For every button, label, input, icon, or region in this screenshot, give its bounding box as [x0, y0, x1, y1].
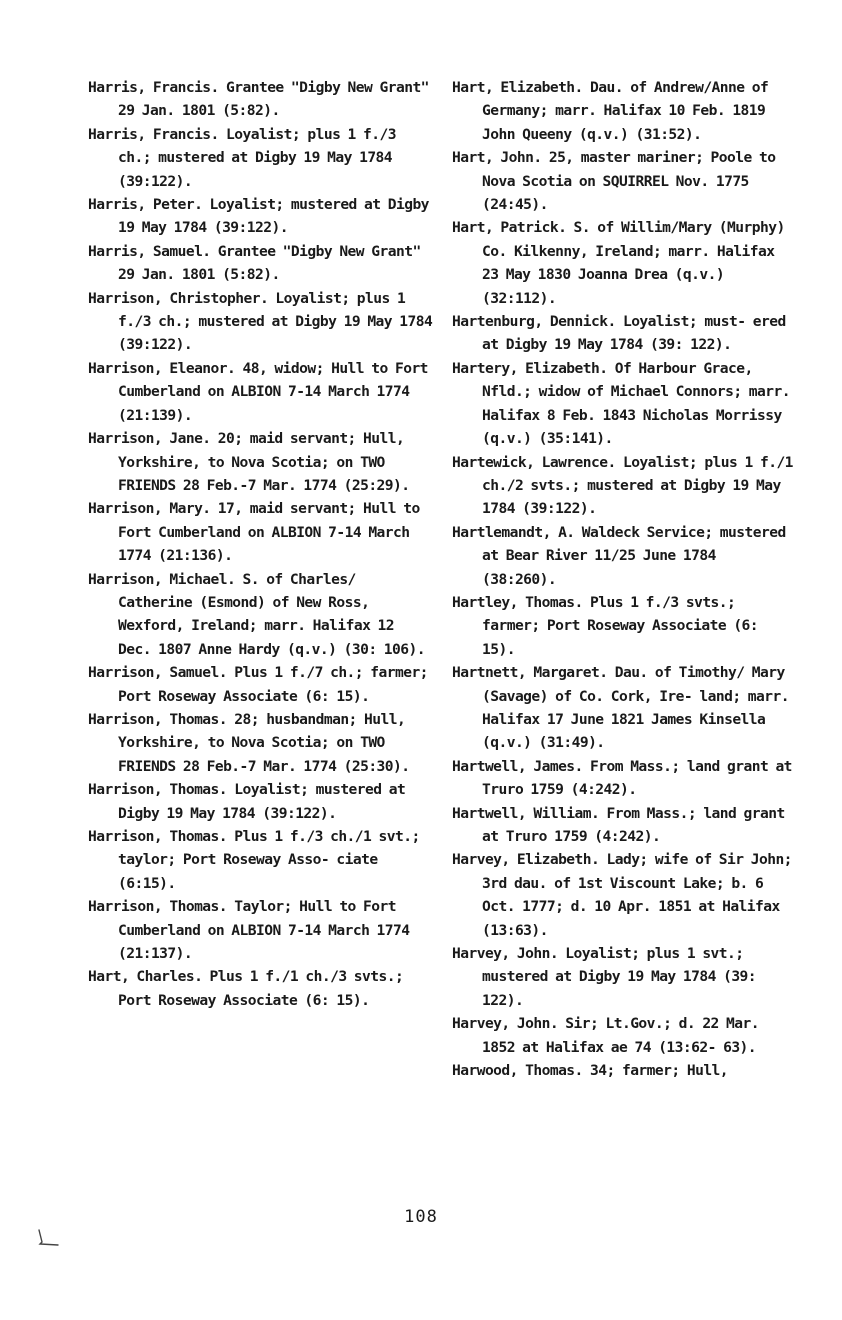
- entry: Hart, Charles. Plus 1 f./1 ch./3 svts.; Port Roseway Associate (6: 15).: [88, 968, 404, 1009]
- entry: Harris, Samuel. Grantee "Digby New Grant" 29 Jan. 1801 (5:82).: [88, 242, 421, 284]
- page-number: 108: [404, 1207, 438, 1227]
- entry: Hartwell, William. From Mass.; land grant at Truro 1759 (4:242).: [452, 804, 785, 845]
- entry: Harrison, Christopher. Loyalist; plus 1 f./3 ch.; mustered at Digby 19 May 1784 (39:122).: [88, 289, 433, 354]
- entry: Hartewick, Lawrence. Loyalist; plus 1 f./1 ch./2 svts.; mustered at Digby 19 May 1784 (39:122).: [452, 453, 793, 518]
- entry: Hart, Patrick. S. of Willim/Mary (Murphy) Co. Kilkenny, Ireland; marr. Halifax 23 May 1830 Joanna Drea (q.v.) (32:112).: [452, 219, 785, 307]
- entry: Harvey, John. Sir; Lt.Gov.; d. 22 Mar. 1852 at Halifax ae 74 (13:62- 63).: [452, 1015, 759, 1056]
- entry: Hartery, Elizabeth. Of Harbour Grace, Nfld.; widow of Michael Connors; marr. Halifax 8 Feb. 1843 Nicholas Morrissy (q.v.) (35:141).: [452, 359, 790, 448]
- entry: Harrison, Michael. S. of Charles/ Catherine (Esmond) of New Ross, Wexford, Ireland; marr. Halifax 12 Dec. 1807 Anne Hardy (q.v.) (30: 106).: [88, 570, 425, 658]
- entry: Harvey, John. Loyalist; plus 1 svt.; mustered at Digby 19 May 1784 (39: 122).: [452, 945, 757, 1009]
- entry: Hartenburg, Dennick. Loyalist; must- ered at Digby 19 May 1784 (39: 122).: [452, 313, 786, 354]
- entry: Hart, Elizabeth. Dau. of Andrew/Anne of Germany; marr. Halifax 10 Feb. 1819 John Queeny (q.v.) (31:52).: [452, 79, 769, 143]
- entry: Harrison, Jane. 20; maid servant; Hull, Yorkshire, to Nova Scotia; on TWO FRIENDS 28 Feb.-7 Mar. 1774 (25:29).: [88, 430, 410, 494]
- entry: Hart, John. 25, master mariner; Poole to Nova Scotia on SQUIRREL Nov. 1775 (24:45).: [452, 149, 776, 214]
- right-column: [452, 76, 797, 1082]
- entry: Harvey, Elizabeth. Lady; wife of Sir John; 3rd dau. of 1st Viscount Lake; b. 6 Oct. 1777; d. 10 Apr. 1851 at Halifax (13:63).: [452, 851, 792, 939]
- entry: Harrison, Thomas. 28; husbandman; Hull, Yorkshire, to Nova Scotia; on TWO FRIENDS 28 Feb.-7 Mar. 1774 (25:30).: [88, 710, 410, 775]
- entry: Harrison, Thomas. Taylor; Hull to Fort Cumberland on ALBION 7-14 March 1774 (21:137).: [88, 898, 410, 963]
- entry: Harrison, Mary. 17, maid servant; Hull to Fort Cumberland on ALBION 7-14 March 1774 (21:136).: [88, 500, 420, 565]
- entry: Hartlemandt, A. Waldeck Service; mustered at Bear River 11/25 June 1784 (38:260).: [452, 523, 786, 588]
- entry: Harwood, Thomas. 34; farmer; Hull,: [452, 1062, 729, 1080]
- entry: Harris, Francis. Grantee "Digby New Grant" 29 Jan. 1801 (5:82).: [88, 79, 429, 120]
- entry: Harrison, Samuel. Plus 1 f./7 ch.; farmer; Port Roseway Associate (6: 15).: [88, 664, 428, 705]
- entry: Harris, Francis. Loyalist; plus 1 f./3 ch.; mustered at Digby 19 May 1784 (39:122).: [88, 125, 396, 190]
- entry: Hartnett, Margaret. Dau. of Timothy/ Mary (Savage) of Co. Cork, Ire- land; marr. Halifax 17 June 1821 James Kinsella (q.v.) (31:49).: [452, 664, 789, 752]
- entry: Harrison, Thomas. Loyalist; mustered at Digby 19 May 1784 (39:122).: [88, 781, 406, 822]
- pencil-mark-icon: [36, 1228, 62, 1250]
- left-column: [88, 76, 433, 1012]
- entry: Harris, Peter. Loyalist; mustered at Digby 19 May 1784 (39:122).: [88, 196, 429, 237]
- entry: Hartley, Thomas. Plus 1 f./3 svts.; farmer; Port Roseway Associate (6: 15).: [452, 593, 759, 658]
- entry: Harrison, Thomas. Plus 1 f./3 ch./1 svt.; taylor; Port Roseway Asso- ciate (6:15).: [88, 828, 420, 892]
- entry: Hartwell, James. From Mass.; land grant at Truro 1759 (4:242).: [452, 757, 792, 799]
- entry: Harrison, Eleanor. 48, widow; Hull to Fort Cumberland on ALBION 7-14 March 1774 (21:139).: [88, 359, 428, 424]
